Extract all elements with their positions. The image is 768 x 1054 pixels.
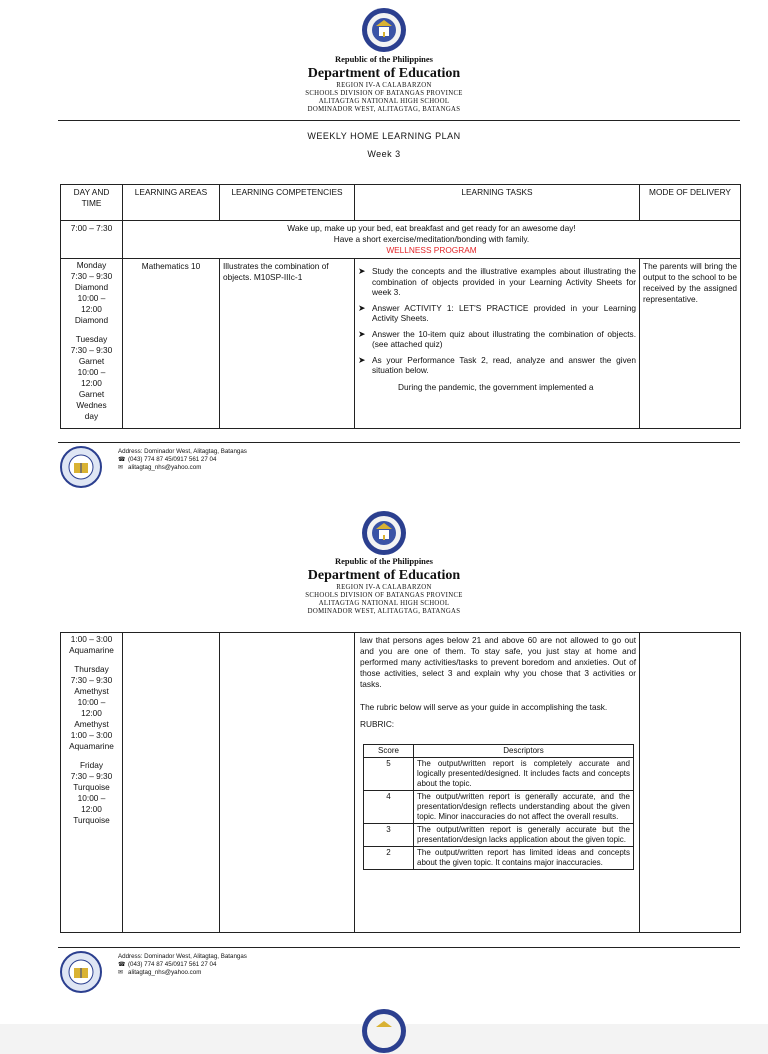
schedule-line: 1:00 – 3:00 — [70, 634, 113, 644]
learning-competency-empty — [220, 633, 355, 933]
plan-title: WEEKLY HOME LEARNING PLAN — [307, 131, 461, 141]
footer-email: alitagtag_nhs@yahoo.com — [128, 969, 202, 976]
rubric-score: 4 — [364, 791, 414, 824]
schedule-line: Aquamarine — [69, 645, 114, 655]
school-name: ALITAGTAG NATIONAL HIGH SCHOOL — [318, 98, 450, 105]
table-header-row — [61, 185, 741, 221]
table-row — [61, 221, 741, 259]
schedule-spacer — [64, 656, 119, 664]
schedule-line: Tuesday — [75, 334, 108, 344]
morning-text: Wake up, make up your bed, eat breakfast and get ready for an awesome day! — [287, 223, 576, 233]
rubric-descriptor: The output/written report is generally accurate, and the presentation/design reflects understanding about the given topic. Minor inaccuracies do not affect the overall results. — [414, 791, 634, 824]
schedule-line: 10:00 – — [77, 697, 106, 707]
schedule-line: Turquoise — [73, 782, 110, 792]
mail-icon: ✉ — [118, 969, 124, 976]
task-item: ➤ Answer the 10-item quiz about illustrating the combination of objects. (see attached quiz) — [358, 328, 636, 349]
schedule-line: Amethyst — [74, 719, 109, 729]
col-header: LEARNING TASKS — [355, 185, 640, 221]
mode-of-delivery-empty — [640, 633, 741, 933]
task-item: ➤ Study the concepts and the illustrative examples about illustrating the combination of objects provided in your Learning Activity Sheets for week 3. — [358, 266, 636, 297]
col-header: LEARNING COMPETENCIES — [220, 185, 355, 221]
school-address: DOMINADOR WEST, ALITAGTAG, BATANGAS — [307, 608, 461, 615]
rubric-row — [364, 847, 634, 870]
schedule-cell — [61, 259, 123, 429]
phone-icon: ☎ — [118, 961, 126, 968]
schedule-line: Friday — [79, 760, 104, 770]
department-name: Department of Education — [307, 66, 461, 81]
table-row — [61, 259, 741, 429]
region-text: REGION IV-A CALABARZON — [336, 584, 432, 591]
rubric-score: 2 — [364, 847, 414, 870]
schedule-line: Thursday — [74, 664, 109, 674]
schedule-line: 7:30 – 9:30 — [70, 771, 113, 781]
schedule-line: Monday — [76, 260, 107, 270]
learning-plan-table-continued — [60, 632, 741, 933]
mail-icon: ✉ — [118, 464, 124, 471]
rubric-row — [364, 791, 634, 824]
rubric-table — [363, 744, 634, 870]
rubric-row — [364, 824, 634, 847]
morning-text: Have a short exercise/meditation/bonding with family. — [333, 234, 530, 244]
situation-text: During the pandemic, the government implemented a — [398, 381, 594, 392]
schedule-line: 10:00 – — [77, 793, 106, 803]
footer-contacts — [118, 448, 247, 472]
schedule-line: Garnet — [78, 356, 105, 366]
schedule-line: 10:00 – — [77, 293, 106, 303]
rubric-row — [364, 758, 634, 791]
schedule-line: Diamond — [74, 315, 109, 325]
schedule-line: Wednes — [76, 400, 107, 410]
schedule-line: Turquoise — [73, 815, 110, 825]
learning-area-empty — [123, 633, 220, 933]
republic-text: Republic of the Philippines — [334, 54, 433, 64]
learning-competency: Illustrates the combination of objects. M10SP-IIIc-1 — [220, 259, 355, 429]
letterhead — [0, 54, 768, 114]
schedule-line: 12:00 — [81, 804, 102, 814]
deped-seal-icon — [361, 510, 407, 556]
situation-text: law that persons ages below 21 and above 60 are not allowed to go out and you are one of them. To stay safe, you just stay at home and performed many activities/tasks to prevent boredom and anxieties. Out of those activities, select 3 and explain why you chose that 3 activities or tasks. — [360, 635, 636, 689]
footer-email: alitagtag_nhs@yahoo.com — [128, 464, 202, 471]
plan-week: Week 3 — [367, 149, 401, 159]
footer — [58, 947, 740, 997]
rubric-intro: The rubric below will serve as your guide in accomplishing the task. — [360, 702, 608, 712]
rubric-header-row — [364, 745, 634, 758]
letterhead — [0, 556, 768, 616]
schedule-line: 10:00 – — [77, 367, 106, 377]
learning-tasks — [355, 259, 640, 429]
footer — [58, 442, 740, 492]
rubric-descriptor: The output/written report is completely accurate and logically presented/designed. It includes facts and concepts about the topic. — [414, 758, 634, 791]
schedule-spacer — [64, 326, 119, 334]
arrow-bullet-icon: ➤ — [358, 328, 366, 339]
republic-text: Republic of the Philippines — [334, 556, 433, 566]
phone-icon: ☎ — [118, 456, 126, 463]
footer-address: Address: Dominador West, Alitagtag, Batangas — [118, 953, 247, 960]
footer-contacts — [118, 953, 247, 977]
arrow-bullet-icon: ➤ — [358, 266, 366, 276]
task-item: ➤ As your Performance Task 2, read, analyze and answer the given situation below. — [358, 354, 636, 375]
schedule-line: Diamond — [74, 282, 109, 292]
arrow-bullet-icon: ➤ — [358, 354, 366, 365]
learning-plan-table — [60, 184, 741, 429]
wellness-program-label: WELLNESS PROGRAM — [386, 245, 477, 255]
rubric-score: 3 — [364, 824, 414, 847]
rubric-header: Descriptors — [414, 745, 634, 758]
rubric-score: 5 — [364, 758, 414, 791]
division-text: SCHOOLS DIVISION OF BATANGAS PROVINCE — [305, 592, 463, 599]
footer-phone: (043) 774 87 45/0917 561 27 04 — [128, 961, 217, 968]
schedule-line: Amethyst — [74, 686, 109, 696]
col-header: LEARNING AREAS — [123, 185, 220, 221]
rubric-descriptor: The output/written report has limited ideas and concepts about the given topic. It contains major inaccuracies. — [414, 847, 634, 870]
footer-phone: (043) 774 87 45/0917 561 27 04 — [128, 456, 217, 463]
department-name: Department of Education — [307, 568, 461, 583]
morning-time: 7:00 – 7:30 — [61, 221, 123, 259]
arrow-bullet-icon: ➤ — [358, 302, 366, 313]
deped-seal-icon — [361, 7, 407, 53]
schedule-line: Aquamarine — [69, 741, 114, 751]
schedule-line: 1:00 – 3:00 — [70, 730, 113, 740]
rubric-header: Score — [364, 745, 414, 758]
header-divider — [58, 120, 740, 121]
task-list — [358, 266, 636, 376]
school-name: ALITAGTAG NATIONAL HIGH SCHOOL — [318, 600, 450, 607]
school-logo-icon — [60, 446, 102, 488]
footer-address: Address: Dominador West, Alitagtag, Batangas — [118, 448, 247, 455]
col-header: MODE OF DELIVERY — [640, 185, 741, 221]
division-text: SCHOOLS DIVISION OF BATANGAS PROVINCE — [305, 90, 463, 97]
schedule-line: Garnet — [78, 389, 105, 399]
col-header: DAY AND TIME — [61, 185, 123, 221]
schedule-line: day — [84, 411, 99, 421]
schedule-spacer — [64, 752, 119, 760]
rubric-descriptor: The output/written report is generally accurate but the presentation/design lacks application about the given topic. — [414, 824, 634, 847]
region-text: REGION IV-A CALABARZON — [336, 82, 432, 89]
schedule-line: 7:30 – 9:30 — [70, 345, 113, 355]
task-item: ➤ Answer ACTIVITY 1: LET'S PRACTICE provided in your Learning Activity Sheets. — [358, 302, 636, 323]
deped-seal-icon — [361, 1008, 407, 1054]
learning-tasks-continued — [355, 633, 640, 933]
mode-of-delivery: The parents will bring the output to the school to be received by the assigned representative. — [640, 259, 741, 429]
schedule-line: 12:00 — [81, 708, 102, 718]
table-row — [61, 633, 741, 933]
schedule-line: 12:00 — [81, 378, 102, 388]
morning-routine — [123, 221, 741, 259]
schedule-line: 7:30 – 9:30 — [70, 675, 113, 685]
schedule-line: 7:30 – 9:30 — [70, 271, 113, 281]
school-logo-icon — [60, 951, 102, 993]
school-address: DOMINADOR WEST, ALITAGTAG, BATANGAS — [307, 106, 461, 113]
rubric-label: RUBRIC: — [360, 719, 395, 729]
schedule-cell — [61, 633, 123, 933]
learning-area: Mathematics 10 — [123, 259, 220, 429]
schedule-line: 12:00 — [81, 304, 102, 314]
